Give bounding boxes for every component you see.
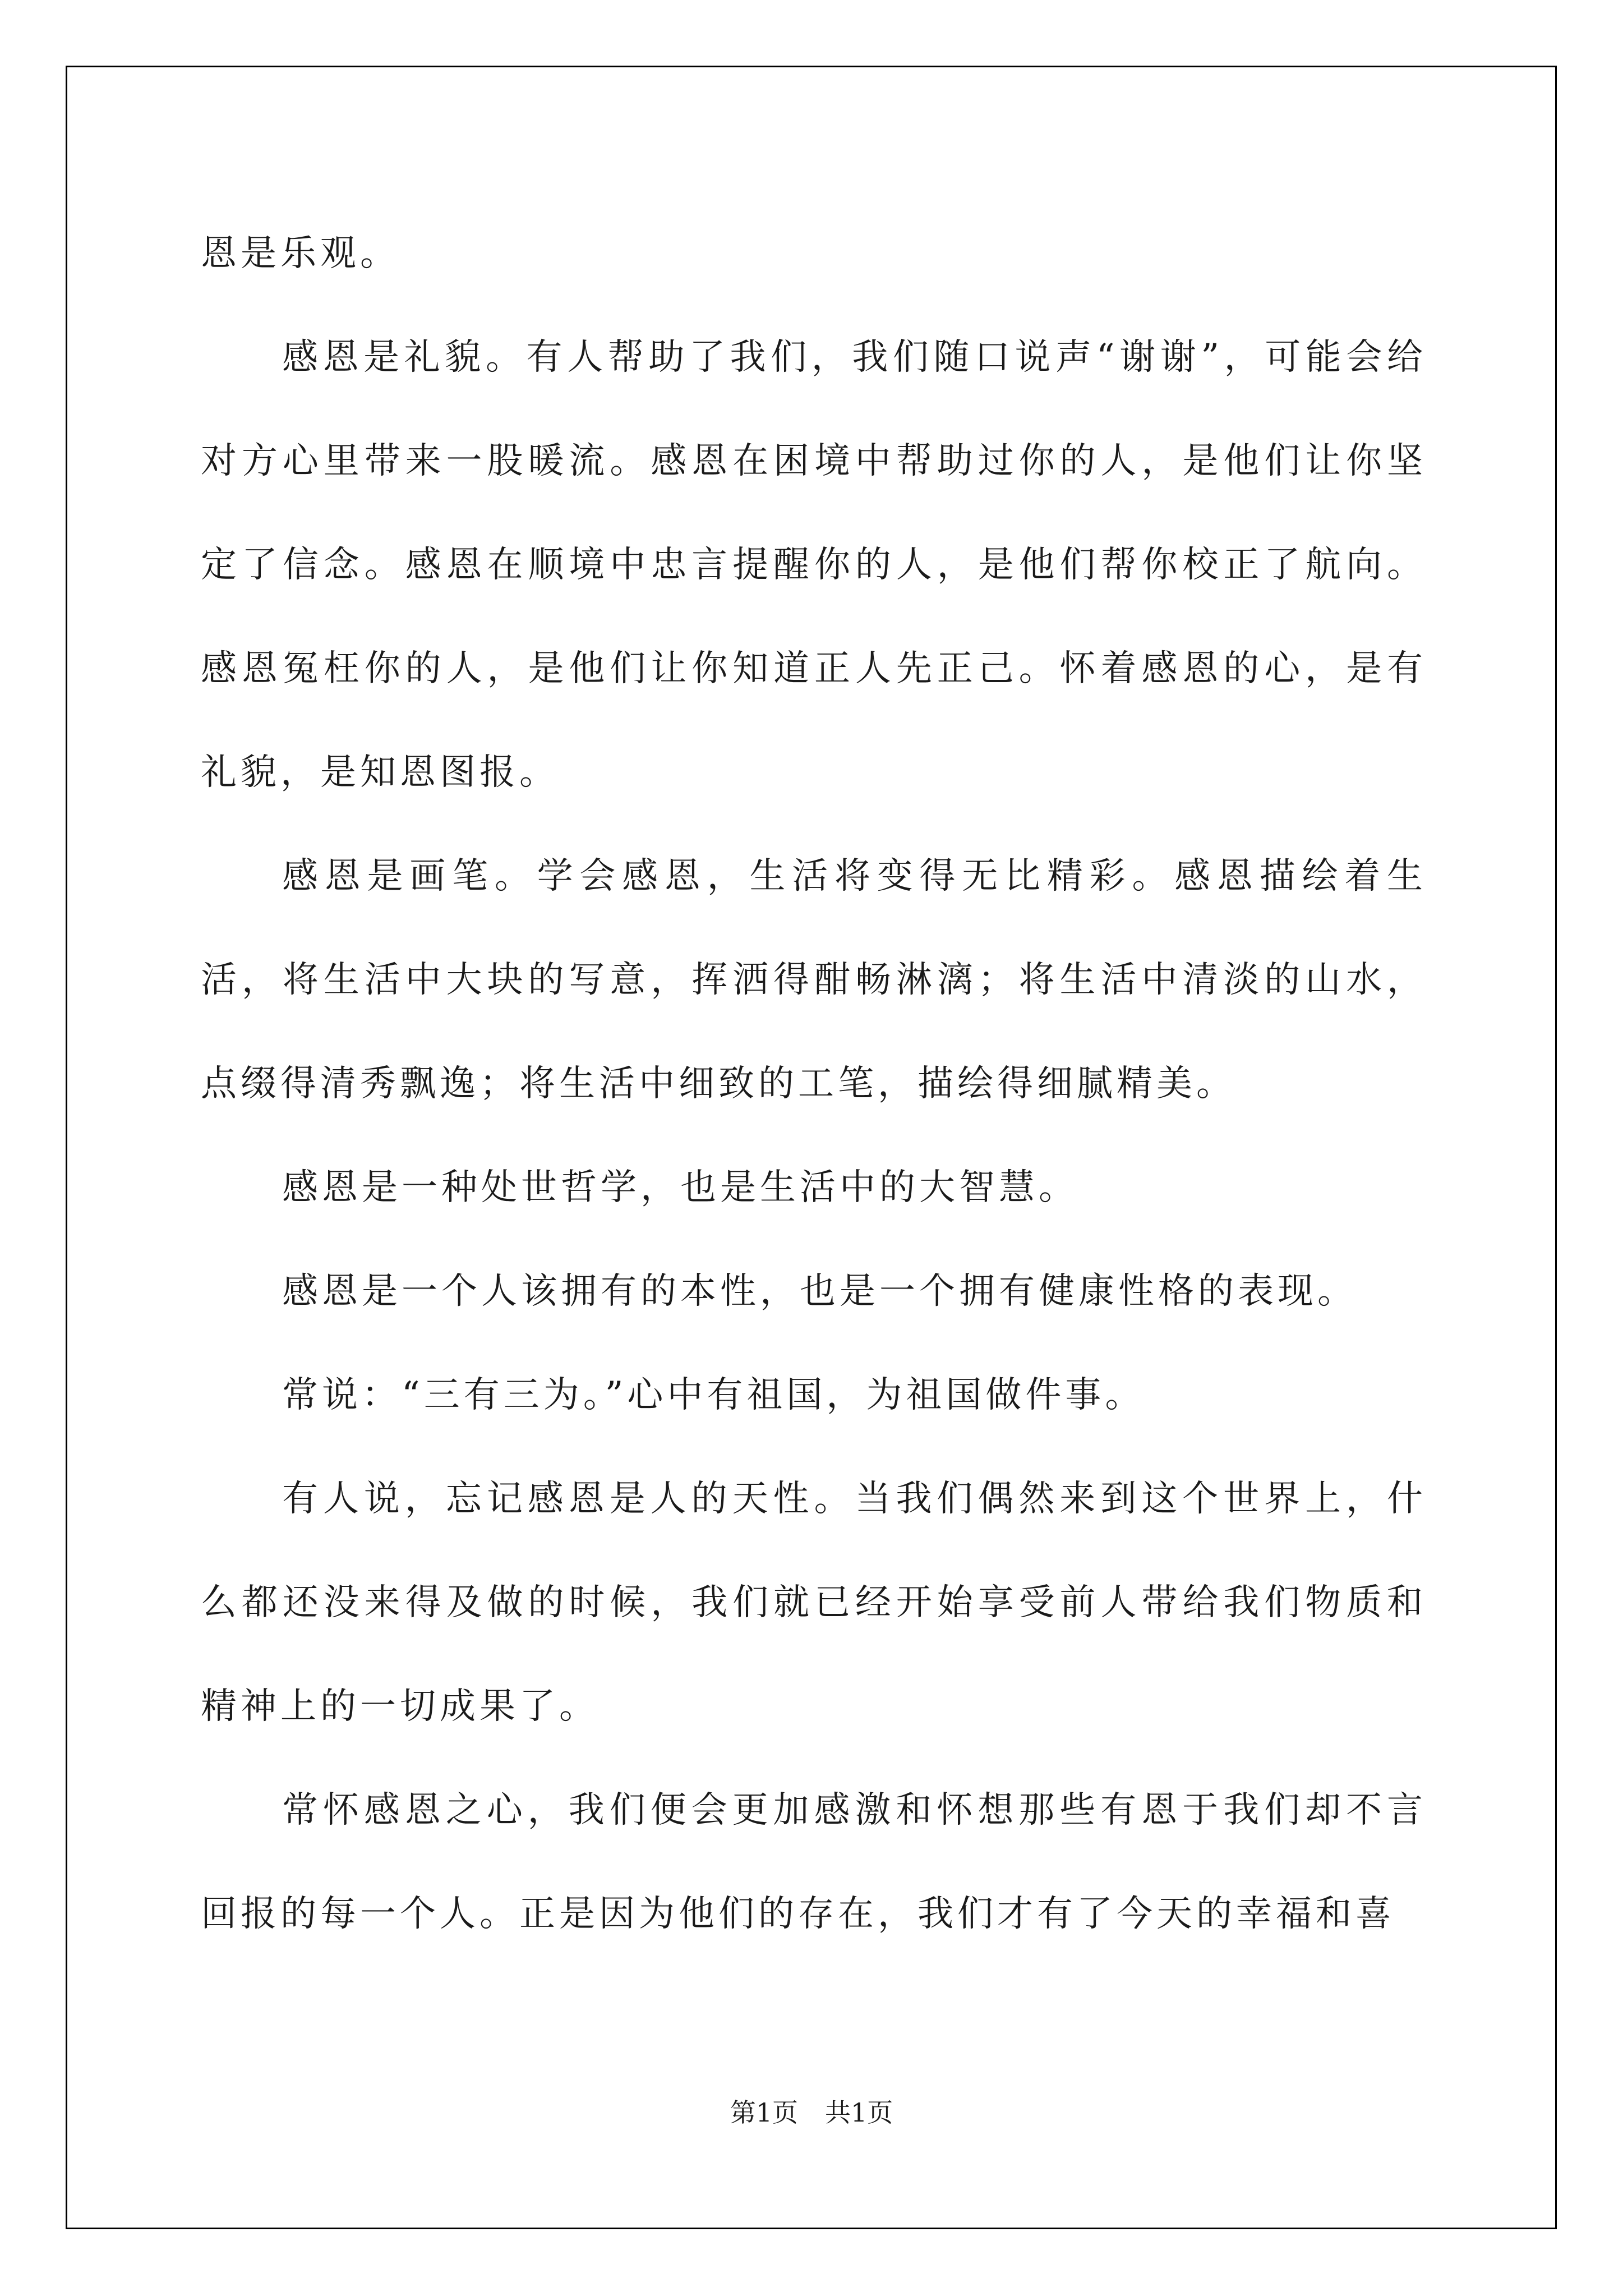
paragraph: 感恩是一种处世哲学，也是生活中的大智慧。 <box>282 1167 1078 1208</box>
document-body <box>201 202 1427 1966</box>
page-number: 第1页 <box>730 2097 798 2128</box>
page-footer <box>0 2092 1623 2129</box>
paragraph: 感恩是一个人该拥有的本性，也是一个拥有健康性格的表现。 <box>282 1271 1357 1312</box>
paragraph: 常说：“三有三为。”心中有祖国，为祖国做件事。 <box>282 1374 1145 1416</box>
paragraph: 感恩是画笔。学会感恩，生活将变得无比精彩。感恩描绘着生活，将生活中大块的写意，挥洒得酣畅淋漓；将生活中清淡的山水，点缀得清秀飘逸；将生活中细致的工笔，描绘得细腻精美。 <box>201 855 1427 1105</box>
page-total: 共1页 <box>825 2097 893 2128</box>
paragraph: 恩是乐观。 <box>201 233 400 274</box>
paragraph: 常怀感恩之心，我们便会更加感激和怀想那些有恩于我们却不言回报的每一个人。正是因为他们的存在，我们才有了今天的幸福和喜 <box>201 1789 1427 1935</box>
paragraph: 有人说，忘记感恩是人的天性。当我们偶然来到这个世界上，什么都还没来得及做的时候，我们就已经开始享受前人带给我们物质和精神上的一切成果了。 <box>201 1478 1427 1727</box>
paragraph: 感恩是礼貌。有人帮助了我们，我们随口说声“谢谢”，可能会给对方心里带来一股暖流。感恩在困境中帮助过你的人，是他们让你坚定了信念。感恩在顺境中忠言提醒你的人，是他们帮你校正了航向。感恩冤枉你的人，是他们让你知道正人先正己。怀着感恩的心，是有礼貌，是知恩图报。 <box>201 337 1427 793</box>
